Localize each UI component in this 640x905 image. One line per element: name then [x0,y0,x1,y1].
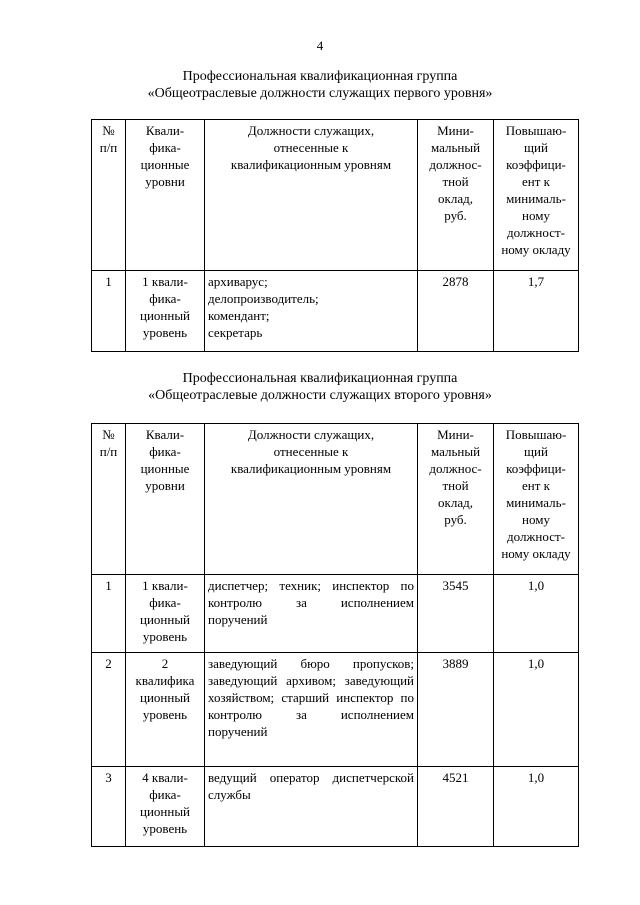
row-salary: 2878 [418,271,494,352]
row-num: 1 [92,271,126,352]
row-level: 1 квали- фика- ционный уровень [126,271,205,352]
header-num: № п/п [92,120,126,271]
table-row [92,271,579,352]
header-level: Квали- фика- ционные уровни [126,424,205,575]
row-positions: диспетчер; техник; инспектор по контролю за исполнением поручений [205,575,418,653]
row-coef: 1,0 [494,767,579,847]
group-2-table [91,423,579,847]
group-2-title-line-2: «Общеотраслевые должности служащих второго уровня» [148,388,492,403]
page-number: 4 [316,38,324,53]
header-coef: Повышаю- щий коэффици- ент к минималь- ному должност- ному окладу [494,120,579,271]
header-positions: Должности служащих, отнесенные к квалификационным уровням [205,120,418,271]
table-row [92,653,579,767]
header-coef: Повышаю- щий коэффици- ент к минималь- ному должност- ному окладу [494,424,579,575]
row-salary: 3889 [418,653,494,767]
group-1-title-line-2: «Общеотраслевые должности служащих первого уровня» [147,86,493,101]
row-coef: 1,0 [494,575,579,653]
table-row [92,575,579,653]
row-num: 3 [92,767,126,847]
table-header-row [92,120,579,271]
group-1-title-line-1: Профессиональная квалификационная группа [182,69,458,84]
table-row [92,767,579,847]
header-level: Квали- фика- ционные уровни [126,120,205,271]
row-level: 2 квалифика ционный уровень [126,653,205,767]
header-salary: Мини- мальный должнос- тной оклад, руб. [418,120,494,271]
group-1-table [91,119,579,352]
row-positions: заведующий бюро пропусков; заведующий архивом; заведующий хозяйством; старший инспектор по контролю за исполнением поручений [205,653,418,767]
row-positions: ведущий оператор диспетчерской службы [205,767,418,847]
header-salary: Мини- мальный должнос- тной оклад, руб. [418,424,494,575]
row-salary: 4521 [418,767,494,847]
group-2-title-line-1: Профессиональная квалификационная группа [182,371,458,386]
header-num: № п/п [92,424,126,575]
row-level: 4 квали- фика- ционный уровень [126,767,205,847]
row-level: 1 квали- фика- ционный уровень [126,575,205,653]
row-salary: 3545 [418,575,494,653]
row-num: 1 [92,575,126,653]
group-2-heading [0,370,640,404]
row-coef: 1,7 [494,271,579,352]
group-1-heading [0,68,640,102]
row-positions: архиварус; делопроизводитель; комендант; секретарь [205,271,418,352]
row-coef: 1,0 [494,653,579,767]
table-header-row [92,424,579,575]
header-positions: Должности служащих, отнесенные к квалификационным уровням [205,424,418,575]
row-num: 2 [92,653,126,767]
